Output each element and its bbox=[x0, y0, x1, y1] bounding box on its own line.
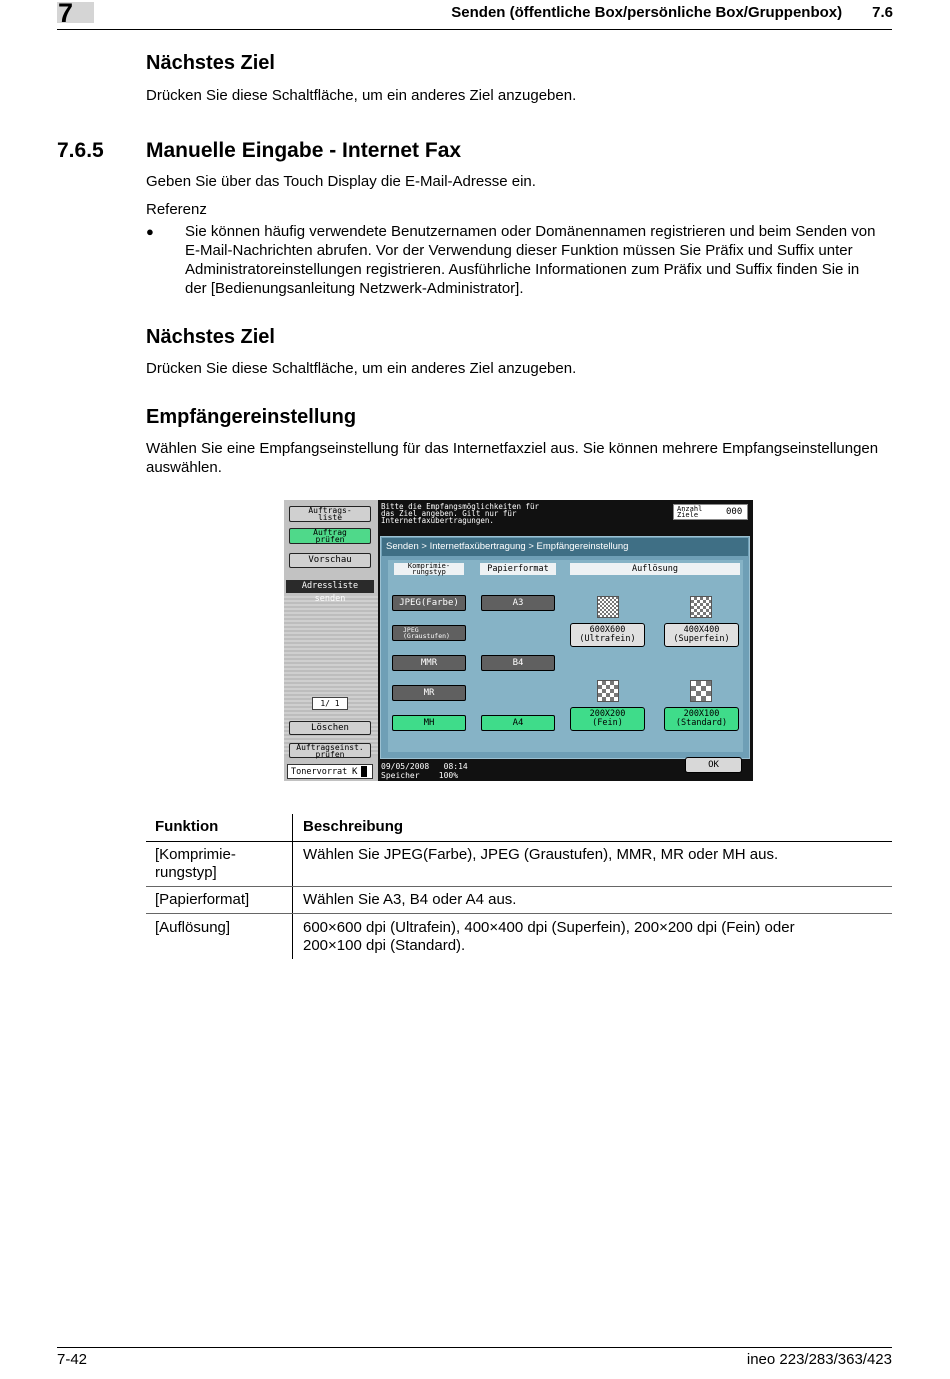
paper-b4-button[interactable]: B4 bbox=[481, 655, 555, 671]
running-title: Senden (öffentliche Box/persönliche Box/Gruppenbox) bbox=[451, 4, 843, 21]
table-header-beschreibung: Beschreibung bbox=[303, 818, 404, 835]
auftrag-pruefen-label: Auftrag bbox=[313, 528, 347, 537]
message-line: Bitte die Empfangsmöglichkeiten für bbox=[381, 502, 540, 511]
resolution-label: (Fein) bbox=[592, 718, 623, 728]
device-screen bbox=[284, 500, 753, 781]
status-footer bbox=[381, 762, 468, 780]
bullet-line: Sie können häufig verwendete Benutzernamen oder Domänennamen registrieren und beim Senden von bbox=[185, 223, 876, 240]
auftragsliste-label: liste bbox=[317, 513, 343, 522]
heading-naechstes-ziel-1: Nächstes Ziel bbox=[146, 52, 275, 74]
table-row-func: [Auflösung] bbox=[155, 919, 231, 936]
text-empfaengereinstellung: Wählen Sie eine Empfangseinstellung für das Internetfaxziel aus. Sie können mehrere Empfangseinstellungen bbox=[146, 440, 879, 457]
jpeg-farbe-button[interactable] bbox=[392, 595, 466, 611]
chapter-number: 7 bbox=[58, 0, 74, 28]
loeschen-button[interactable]: Löschen bbox=[289, 721, 371, 735]
footer-rule bbox=[57, 1347, 892, 1348]
section-title: Manuelle Eingabe - Internet Fax bbox=[146, 139, 462, 162]
anzahl-label-line: Anzahl bbox=[677, 505, 703, 513]
toner-level-bar bbox=[361, 766, 367, 777]
table-cell-line: rungstyp] bbox=[155, 864, 217, 881]
jpeg-graustufen-button[interactable] bbox=[392, 625, 466, 641]
page-counter: 1/ 1 bbox=[312, 697, 348, 710]
mh-button[interactable]: MH bbox=[392, 715, 466, 731]
table-cell-line: 200×100 dpi (Standard). bbox=[303, 937, 466, 954]
resolution-200x100-pattern-icon bbox=[690, 680, 712, 702]
auftragsliste-button[interactable] bbox=[289, 506, 371, 522]
resolution-400-pattern-icon bbox=[690, 596, 712, 618]
jpeg-farbe-label: JPEG(Farbe) bbox=[399, 598, 459, 608]
table-row-func bbox=[155, 846, 236, 882]
message-line: das Ziel angeben. Gilt nur für bbox=[381, 509, 517, 518]
footer-date: 09/05/2008 bbox=[381, 762, 430, 771]
col-papierformat: Papierformat bbox=[480, 563, 556, 575]
resolution-600-pattern-icon bbox=[597, 596, 619, 618]
table-row-rule bbox=[146, 886, 892, 887]
section-number: 7.6.5 bbox=[57, 139, 104, 162]
footer-percent: 100% bbox=[438, 771, 459, 780]
anzahl-ziele-value: 000 bbox=[726, 507, 743, 517]
anzahl-ziele-label bbox=[677, 506, 702, 518]
resolution-600x600-button[interactable] bbox=[570, 623, 645, 647]
running-section: 7.6 bbox=[872, 4, 893, 21]
footer-speicher: Speicher bbox=[381, 771, 420, 780]
adressliste-senden-tab[interactable]: Adressliste senden bbox=[286, 580, 374, 593]
bullet-line: der [Bedienungsanleitung Netzwerk-Administrator]. bbox=[185, 280, 524, 297]
resolution-label: 600X600 bbox=[589, 625, 626, 635]
text-naechstes-ziel-2: Drücken Sie diese Schaltfläche, um ein anderes Ziel anzugeben. bbox=[146, 360, 577, 377]
paper-a3-button[interactable]: A3 bbox=[481, 595, 555, 611]
auftragseinst-label: prüfen bbox=[315, 750, 345, 759]
resolution-label: 200X200 bbox=[589, 709, 626, 719]
heading-naechstes-ziel-2: Nächstes Ziel bbox=[146, 326, 275, 348]
col-komprimierungstyp bbox=[394, 563, 464, 575]
anzahl-ziele-box bbox=[673, 504, 748, 520]
footer-time: 08:14 bbox=[443, 762, 468, 771]
vorschau-button[interactable]: Vorschau bbox=[289, 553, 371, 568]
jpeg-graustufen-label: (Graustufen) bbox=[403, 632, 450, 640]
auftragseinst-pruefen-button[interactable] bbox=[289, 743, 371, 758]
anzahl-label-line: Ziele bbox=[677, 511, 699, 519]
header-rule bbox=[57, 29, 892, 30]
table-row-rule bbox=[146, 913, 892, 914]
table-cell-line: [Komprimie- bbox=[155, 846, 236, 863]
resolution-400x400-button[interactable] bbox=[664, 623, 739, 647]
table-row-desc bbox=[303, 919, 795, 955]
table-header-rule bbox=[146, 841, 892, 842]
resolution-200-pattern-icon bbox=[597, 680, 619, 702]
table-row-desc: Wählen Sie JPEG(Farbe), JPEG (Graustufen), MMR, MR oder MH aus. bbox=[303, 846, 779, 863]
col-komprimierungstyp-line: Komprimie- bbox=[407, 562, 451, 570]
auftragseinst-label: Auftragseinst. bbox=[296, 743, 364, 752]
tonervorrat-label: Tonervorrat bbox=[291, 767, 348, 777]
col-komprimierungstyp-line: rungstyp bbox=[412, 568, 446, 576]
ok-button[interactable]: OK bbox=[685, 757, 742, 773]
toner-k-label: K bbox=[352, 767, 358, 777]
breadcrumb: Senden > Internetfaxübertragung > Empfängereinstellung bbox=[382, 538, 748, 556]
auftragsliste-label: Auftrags- bbox=[308, 506, 352, 515]
table-row-func: [Papierformat] bbox=[155, 891, 250, 908]
resolution-label: 400X400 bbox=[683, 625, 720, 635]
resolution-label: 200X100 bbox=[683, 709, 720, 719]
auftrag-pruefen-button[interactable] bbox=[289, 528, 371, 544]
table-header-funktion: Funktion bbox=[155, 818, 219, 835]
mmr-button[interactable]: MMR bbox=[392, 655, 466, 671]
message-area bbox=[381, 503, 539, 524]
bullet-line: Administratoreinstellungen registrieren. Ausführliche Informationen zum Präfix und Suffix finden Sie in bbox=[185, 261, 860, 278]
running-header bbox=[451, 4, 893, 21]
mr-button[interactable]: MR bbox=[392, 685, 466, 701]
section-intro: Geben Sie über das Touch Display die E-Mail-Adresse ein. bbox=[146, 173, 536, 190]
jpeg-graustufen-label: JPEG bbox=[403, 626, 419, 634]
auftrag-pruefen-label: prüfen bbox=[315, 535, 345, 544]
bullet-line: E-Mail-Nachrichten abrufen. Vor der Verwendung dieser Funktion müssen Sie Präfix und Suffix unter bbox=[185, 242, 853, 259]
table-cell-line: 600×600 dpi (Ultrafein), 400×400 dpi (Superfein), 200×200 dpi (Fein) oder bbox=[303, 919, 795, 936]
resolution-label: (Ultrafein) bbox=[579, 634, 636, 644]
bullet-marker: ● bbox=[146, 224, 154, 239]
page-number: 7-42 bbox=[57, 1351, 88, 1368]
paper-a4-button[interactable]: A4 bbox=[481, 715, 555, 731]
tonervorrat-box bbox=[287, 764, 373, 779]
resolution-200x100-button[interactable] bbox=[664, 707, 739, 731]
resolution-200x200-button[interactable] bbox=[570, 707, 645, 731]
product-name: ineo 223/283/363/423 bbox=[746, 1351, 892, 1368]
table-row-desc: Wählen Sie A3, B4 oder A4 aus. bbox=[303, 891, 517, 908]
col-aufloesung: Auflösung bbox=[570, 563, 740, 575]
message-line: Internetfaxübertragungen. bbox=[381, 516, 494, 525]
heading-empfaengereinstellung: Empfängereinstellung bbox=[146, 406, 357, 428]
resolution-label: (Standard) bbox=[675, 718, 728, 728]
resolution-label: (Superfein) bbox=[673, 634, 730, 644]
text-empfaengereinstellung: auswählen. bbox=[146, 459, 222, 476]
text-naechstes-ziel-1: Drücken Sie diese Schaltfläche, um ein anderes Ziel anzugeben. bbox=[146, 87, 577, 104]
reference-label: Referenz bbox=[146, 201, 207, 218]
